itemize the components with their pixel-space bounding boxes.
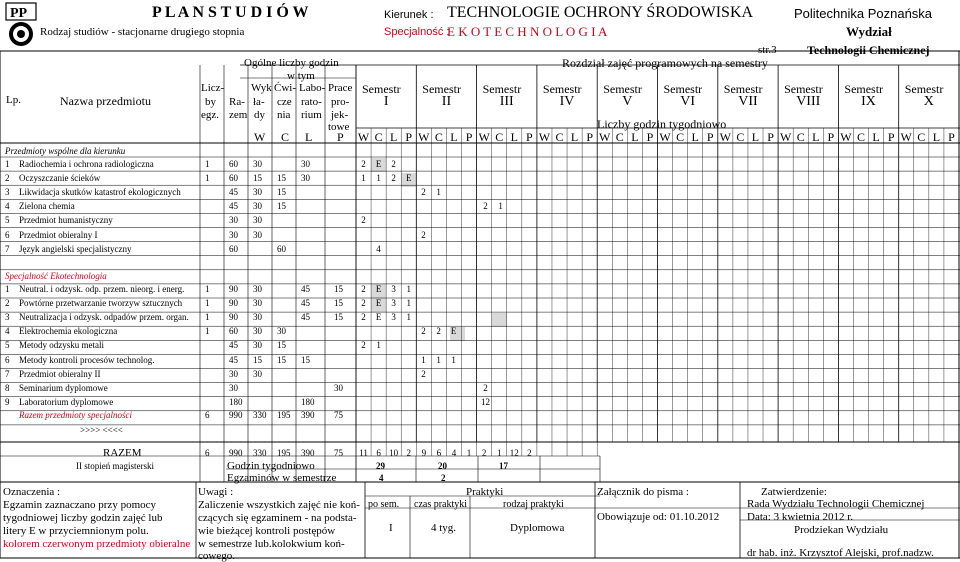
course-egz: 1	[205, 326, 210, 337]
semester-hours: 2	[361, 215, 366, 226]
wclp-header: W	[538, 130, 551, 144]
sum-p: 75	[334, 410, 343, 420]
praktyki-label: Praktyki	[466, 486, 504, 498]
wclp-header: P	[586, 130, 593, 144]
semester-hours: 2	[436, 326, 441, 337]
uwagi-label: Uwagi :	[198, 486, 234, 498]
tot-razem: 990	[229, 448, 243, 458]
semester-number: IX	[861, 94, 876, 109]
semester-hours: 3	[391, 312, 396, 323]
semester-label: Semestr	[362, 82, 401, 96]
total-semester-hours: 6	[376, 448, 381, 458]
godzin-tyg-label: Godzin tygodniowo	[227, 460, 315, 472]
semester-hours: 2	[421, 229, 426, 240]
semester-hours: E	[375, 298, 382, 309]
wclp-header: L	[932, 130, 941, 144]
semester-hours: 12	[481, 396, 491, 407]
course-razem: 60	[229, 173, 238, 184]
wclp-header: L	[751, 130, 760, 144]
wclp-header: L	[570, 130, 579, 144]
wclp-header: L	[510, 130, 518, 144]
total-semester-hours: 9	[421, 448, 427, 458]
wclp-header: W	[659, 130, 671, 144]
course-razem: 45	[229, 340, 238, 351]
wclp-header: C	[856, 130, 865, 144]
semester-hours: 2	[391, 173, 396, 184]
total-semester-hours: 4	[451, 448, 457, 458]
wclp-header: P	[887, 130, 895, 144]
course-lp: 3	[5, 312, 10, 323]
course-name: Laboratorium dyplomowe	[19, 396, 114, 407]
course-egz: 1	[205, 312, 210, 323]
tot-p: 75	[334, 448, 343, 458]
course-razem: 60	[229, 159, 238, 169]
wclp-header: W	[840, 130, 852, 144]
semester-hours: 2	[361, 159, 366, 169]
podpis: dr hab. inż. Krzysztof Alejski, prof.nadzw.	[747, 547, 934, 559]
semester-number: VII	[738, 94, 758, 109]
section2-title: Specjalność Ekotechnologia	[5, 271, 107, 281]
course-lp: 1	[5, 159, 10, 169]
semester-hours: 2	[361, 312, 366, 323]
section2-sum-label: Razem przedmioty specjalności	[19, 410, 132, 420]
faculty-name: Technologii Chemicznej	[807, 43, 930, 57]
godzin-tyg-2: 20	[438, 461, 447, 471]
course-name: Przedmiot humanistyczny	[19, 215, 113, 226]
egzaminow-2: 2	[441, 473, 446, 483]
tot-l: 390	[301, 448, 315, 458]
course-lp: 3	[5, 187, 10, 198]
course-p: 15	[334, 298, 343, 309]
wclp-header: L	[812, 130, 820, 144]
col-cwi-1: Ćwi-	[274, 82, 296, 94]
course-lp: 4	[5, 201, 10, 212]
total-semester-hours: 2	[481, 448, 487, 458]
total-semester-hours: 11	[359, 448, 368, 458]
wclp-header: W	[900, 130, 912, 144]
wclp-header: C	[615, 130, 624, 144]
wclp-header: C	[281, 130, 290, 144]
wclp-header: W	[719, 130, 731, 144]
data-zatwierdzenia: Data: 3 kwietnia 2012 r.	[747, 511, 854, 523]
col-weekly: Liczby godzin tygodniowo	[597, 117, 727, 131]
rada: Rada Wydziału Technologii Chemicznej	[747, 498, 925, 510]
col-w-tym: w tym	[287, 70, 315, 82]
razem-label: RAZEM	[103, 447, 142, 459]
wclp-header: C	[676, 130, 685, 144]
semester-hours: 3	[391, 284, 396, 294]
col-general-hours: Ogólne liczby godzin	[244, 57, 339, 69]
uwagi-line-2: czących się egzaminem - na podsta-	[198, 512, 357, 524]
col-labo-1: Labo-	[299, 82, 326, 94]
col-name: Nazwa przedmiotu	[60, 94, 151, 108]
wclp-header: P	[465, 130, 473, 144]
course-razem: 30	[229, 382, 238, 393]
semester-label: Semestr	[482, 82, 522, 96]
semester-hours: 1	[406, 312, 411, 323]
semester-hours: 1	[406, 284, 411, 294]
course-egz: 1	[205, 173, 210, 184]
col-prace-1: Prace	[328, 82, 353, 94]
stopien: II stopień magisterski	[76, 461, 154, 471]
semester-number: VIII	[796, 94, 821, 109]
course-lp: 2	[5, 298, 10, 309]
semester-label: Semestr	[422, 82, 461, 96]
course-name: Zielona chemia	[19, 201, 75, 212]
total-semester-hours: 12	[509, 448, 519, 458]
wclp-header: L	[305, 130, 313, 144]
semester-number: IV	[559, 94, 575, 109]
wclp-header: P	[827, 130, 835, 144]
course-name: Przedmiot obieralny II	[19, 368, 101, 379]
col-prace-3: jek-	[331, 109, 349, 121]
course-lp: 7	[5, 368, 10, 379]
col-egz-2: by	[205, 96, 216, 108]
semester-hours: E	[406, 173, 412, 184]
uwagi-line-5: cowego.	[198, 550, 235, 562]
col-labo-3: rium	[301, 109, 322, 121]
semester-hours: 2	[421, 326, 426, 337]
course-name: Neutralizacja i odzysk. odpadów przem. organ.	[19, 312, 189, 323]
semester-hours: 1	[451, 354, 456, 365]
course-l: 15	[301, 354, 310, 365]
course-w: 30	[253, 298, 262, 309]
praktyki-czas-label: czas praktyki	[414, 499, 468, 510]
course-w: 15	[253, 173, 262, 184]
course-p: 15	[334, 284, 343, 294]
course-razem: 30	[229, 368, 238, 379]
sum-w: 330	[253, 410, 267, 420]
course-w: 30	[253, 312, 262, 323]
wclp-header: P	[646, 130, 654, 144]
svg-text:PP: PP	[10, 6, 28, 21]
course-razem: 60	[229, 243, 238, 254]
uwagi-line-4: w semestrze lub.kolokwium koń-	[198, 538, 345, 550]
course-p: 15	[334, 312, 343, 323]
kierunek-label: Kierunek :	[384, 9, 434, 21]
course-c: 15	[277, 201, 286, 212]
wclp-header: W	[418, 130, 430, 144]
course-lp: 5	[5, 340, 10, 351]
course-lp: 6	[5, 354, 10, 365]
course-l: 30	[301, 159, 310, 169]
kierunek-value: TECHNOLOGIE OCHRONY ŚRODOWISKA	[447, 4, 754, 21]
specjalnosc-label: Specjalność :	[384, 26, 450, 38]
course-lp: 5	[5, 215, 10, 226]
wclp-header: P	[337, 130, 344, 144]
oznaczenia-line-2: tygodniowej liczby godzin zajęć lub	[3, 512, 163, 524]
course-c: 60	[277, 243, 286, 254]
course-name: Język angielski specjalistyczny	[19, 243, 132, 254]
course-name: Likwidacja skutków katastrof ekologicznych	[19, 187, 181, 198]
course-name: Elektrochemia ekologiczna	[19, 326, 118, 337]
wclp-header: P	[526, 130, 533, 144]
faculty-label: Wydział	[846, 24, 892, 39]
course-name: Radiochemia i ochrona radiologiczna	[19, 159, 154, 169]
course-razem: 45	[229, 354, 238, 365]
tot-w: 330	[253, 448, 267, 458]
col-razem-2: zem	[229, 109, 248, 121]
praktyki-czas: 4 tyg.	[431, 522, 457, 534]
course-razem: 60	[229, 326, 238, 337]
prodziekan: Prodziekan Wydziału	[794, 524, 889, 536]
course-lp: 9	[5, 396, 10, 407]
semester-hours: 1	[376, 340, 381, 351]
zatwierdzenie: Zatwierdzenie:	[761, 486, 827, 498]
semester-hours: 3	[391, 298, 396, 309]
total-semester-hours: 2	[406, 448, 411, 458]
praktyki-sem: I	[389, 522, 393, 534]
semester-label: Semestr	[663, 82, 703, 96]
oznaczenia-line-3: litery E w przyciemnionym polu.	[3, 525, 149, 537]
col-wyk-3: dy	[254, 109, 265, 121]
col-cwi-3: nia	[277, 109, 291, 121]
semester-hours: 1	[436, 354, 441, 365]
semester-hours: 2	[391, 159, 396, 169]
plan-title: P L A N S T U D I Ó W	[152, 4, 309, 21]
course-name: Powtórne przetwarzanie tworzyw sztucznych	[19, 298, 183, 309]
course-razem: 30	[229, 229, 238, 240]
wclp-header: C	[796, 130, 805, 144]
godzin-tyg-3: 17	[499, 461, 508, 471]
col-labo-2: rato-	[301, 96, 322, 108]
total-semester-hours: 6	[436, 448, 442, 458]
semester-hours: 4	[376, 243, 381, 254]
course-name: Metody kontroli procesów technolog.	[19, 354, 155, 365]
sum-razem: 990	[229, 410, 243, 420]
semester-hours: E	[375, 312, 382, 323]
specjalnosc-value: E K O T E C H N O L O G I A	[447, 24, 608, 39]
col-cwi-2: cze	[277, 96, 292, 108]
course-lp: 6	[5, 229, 10, 240]
tot-egz: 6	[205, 448, 210, 458]
course-w: 30	[253, 340, 262, 351]
semester-hours: 2	[483, 201, 488, 212]
course-name: Oczyszczanie ścieków	[19, 173, 101, 184]
course-c: 15	[277, 354, 286, 365]
course-p: 30	[334, 382, 343, 393]
wclp-header: C	[736, 130, 745, 144]
course-w: 15	[253, 354, 262, 365]
semester-number: V	[622, 94, 633, 109]
wclp-header: W	[254, 130, 266, 144]
course-name: Neutral. i odzysk. odp. przem. nieorg. i energ.	[19, 284, 185, 294]
wclp-header: P	[706, 130, 714, 144]
course-name: Przedmiot obieralny I	[19, 229, 98, 240]
wclp-header: L	[872, 130, 880, 144]
semester-number: II	[441, 94, 452, 109]
wclp-header: L	[691, 130, 699, 144]
semester-hours: 2	[483, 382, 488, 393]
course-l: 45	[301, 298, 310, 309]
wclp-header: L	[450, 130, 458, 144]
course-lp: 4	[5, 326, 10, 337]
semester-hours: 1	[498, 201, 503, 212]
col-wyk-2: ła-	[253, 96, 265, 108]
course-w: 30	[253, 201, 262, 212]
course-w: 30	[253, 215, 262, 226]
course-w: 30	[253, 187, 262, 198]
course-lp: 1	[5, 284, 10, 294]
praktyki-rodzaj: Dyplomowa	[510, 522, 565, 534]
course-razem: 90	[229, 284, 238, 294]
semester-hours: 1	[436, 187, 441, 198]
course-razem: 90	[229, 298, 238, 309]
col-distribution: Rozdział zajęć programowych na semestry	[562, 56, 768, 70]
course-name: Metody odzysku metali	[19, 340, 104, 351]
semester-label: Semestr	[542, 82, 582, 96]
col-prace-2: pro-	[331, 96, 350, 108]
zalacznik: Załącznik do pisma :	[597, 486, 689, 498]
course-l: 180	[301, 396, 315, 407]
col-wyk-1: Wyk	[251, 82, 272, 94]
wclp-header: W	[779, 130, 792, 144]
course-c: 15	[277, 187, 286, 198]
course-razem: 90	[229, 312, 238, 323]
praktyki-po-sem: po sem.	[368, 499, 400, 510]
wclp-header: C	[495, 130, 504, 144]
course-w: 30	[253, 368, 262, 379]
semester-hours: 2	[421, 187, 426, 198]
course-c: 15	[277, 173, 286, 184]
course-razem: 180	[229, 396, 243, 407]
semester-label: Semestr	[723, 82, 763, 96]
praktyki-rodzaj-label: rodzaj praktyki	[503, 499, 564, 510]
course-l: 45	[301, 312, 310, 323]
university-name: Politechnika Poznańska	[794, 6, 933, 21]
col-lp: Lp.	[6, 94, 21, 106]
course-name: Seminarium dyplomowe	[19, 382, 108, 393]
wclp-header: W	[599, 130, 611, 144]
study-type: Rodzaj studiów - stacjonarne drugiego stopnia	[40, 26, 245, 38]
page-number: str.3	[758, 44, 777, 56]
wclp-header: W	[357, 130, 370, 144]
course-egz: 1	[205, 298, 210, 309]
sum-c: 195	[277, 410, 291, 420]
sum-arrows: >>>> <<<<	[80, 425, 123, 435]
semester-hours: 1	[376, 173, 381, 184]
wclp-header: L	[631, 130, 639, 144]
semester-hours: E	[450, 326, 457, 337]
semester-label: Semestr	[844, 82, 884, 96]
section1-title: Przedmioty wspólne dla kierunku	[5, 146, 126, 156]
semester-number: I	[383, 94, 389, 109]
wclp-header: W	[478, 130, 490, 144]
semester-number: III	[499, 94, 514, 109]
sum-l: 390	[301, 410, 315, 420]
wclp-header: C	[555, 130, 564, 144]
course-razem: 30	[229, 215, 238, 226]
course-razem: 45	[229, 187, 238, 198]
course-w: 30	[253, 229, 262, 240]
semester-label: Semestr	[784, 82, 823, 96]
col-prace-4: towe	[328, 121, 350, 133]
col-razem-1: Ra-	[229, 96, 245, 108]
semester-hours: 2	[361, 284, 366, 294]
total-semester-hours: 2	[527, 448, 532, 458]
semester-hours: 2	[361, 298, 366, 309]
course-w: 30	[253, 326, 262, 337]
course-egz: 1	[205, 159, 210, 169]
course-w: 30	[253, 159, 262, 169]
uwagi-line-3: wie bieżącej kontroli postępów	[198, 525, 336, 537]
course-lp: 7	[5, 243, 10, 254]
course-lp: 2	[5, 173, 10, 184]
obowiazuje: Obowiązuje od: 01.10.2012	[597, 511, 720, 523]
semester-hours: 2	[361, 340, 366, 351]
course-lp: 8	[5, 382, 10, 393]
total-semester-hours: 10	[389, 448, 399, 458]
wclp-header: P	[405, 130, 413, 144]
godzin-tyg-1: 29	[376, 461, 385, 471]
wclp-header: C	[374, 130, 383, 144]
col-egz-1: Licz-	[201, 82, 225, 94]
wclp-header: C	[434, 130, 443, 144]
total-semester-hours: 1	[496, 448, 502, 458]
egzaminow-1: 4	[379, 473, 384, 483]
oznaczenia-line-4: kolorem czerwonym przedmioty obieralne	[3, 538, 191, 550]
course-razem: 45	[229, 201, 238, 212]
course-l: 45	[301, 284, 310, 294]
oznaczenia-label: Oznaczenia :	[3, 486, 61, 498]
semester-hours: 1	[421, 354, 426, 365]
sum-egz: 6	[205, 410, 210, 420]
wclp-header: P	[948, 130, 955, 144]
course-egz: 1	[205, 284, 210, 294]
course-c: 15	[277, 340, 286, 351]
wclp-header: C	[917, 130, 926, 144]
course-l: 30	[301, 173, 310, 184]
semester-label: Semestr	[904, 82, 944, 96]
course-w: 30	[253, 284, 262, 294]
semester-hours: 2	[421, 368, 426, 379]
course-c: 30	[277, 326, 286, 337]
uwagi-line-1: Zaliczenie wszystkich zajęć nie koń-	[198, 499, 360, 511]
total-semester-hours: 1	[466, 448, 472, 458]
semester-hours: 1	[406, 298, 411, 309]
semester-label: Semestr	[603, 82, 642, 96]
wclp-header: P	[767, 130, 774, 144]
semester-hours: E	[375, 284, 382, 294]
col-egz-3: egz.	[201, 109, 220, 121]
semester-number: X	[923, 94, 934, 109]
semester-number: VI	[680, 94, 696, 109]
semester-hours: E	[375, 159, 382, 169]
egzaminow-label: Egzaminów w semestrze	[227, 472, 337, 484]
wclp-header: L	[390, 130, 398, 144]
oznaczenia-line-1: Egzamin zaznaczano przy pomocy	[3, 499, 157, 511]
semester-hours: 1	[361, 173, 366, 184]
tot-c: 195	[277, 448, 291, 458]
